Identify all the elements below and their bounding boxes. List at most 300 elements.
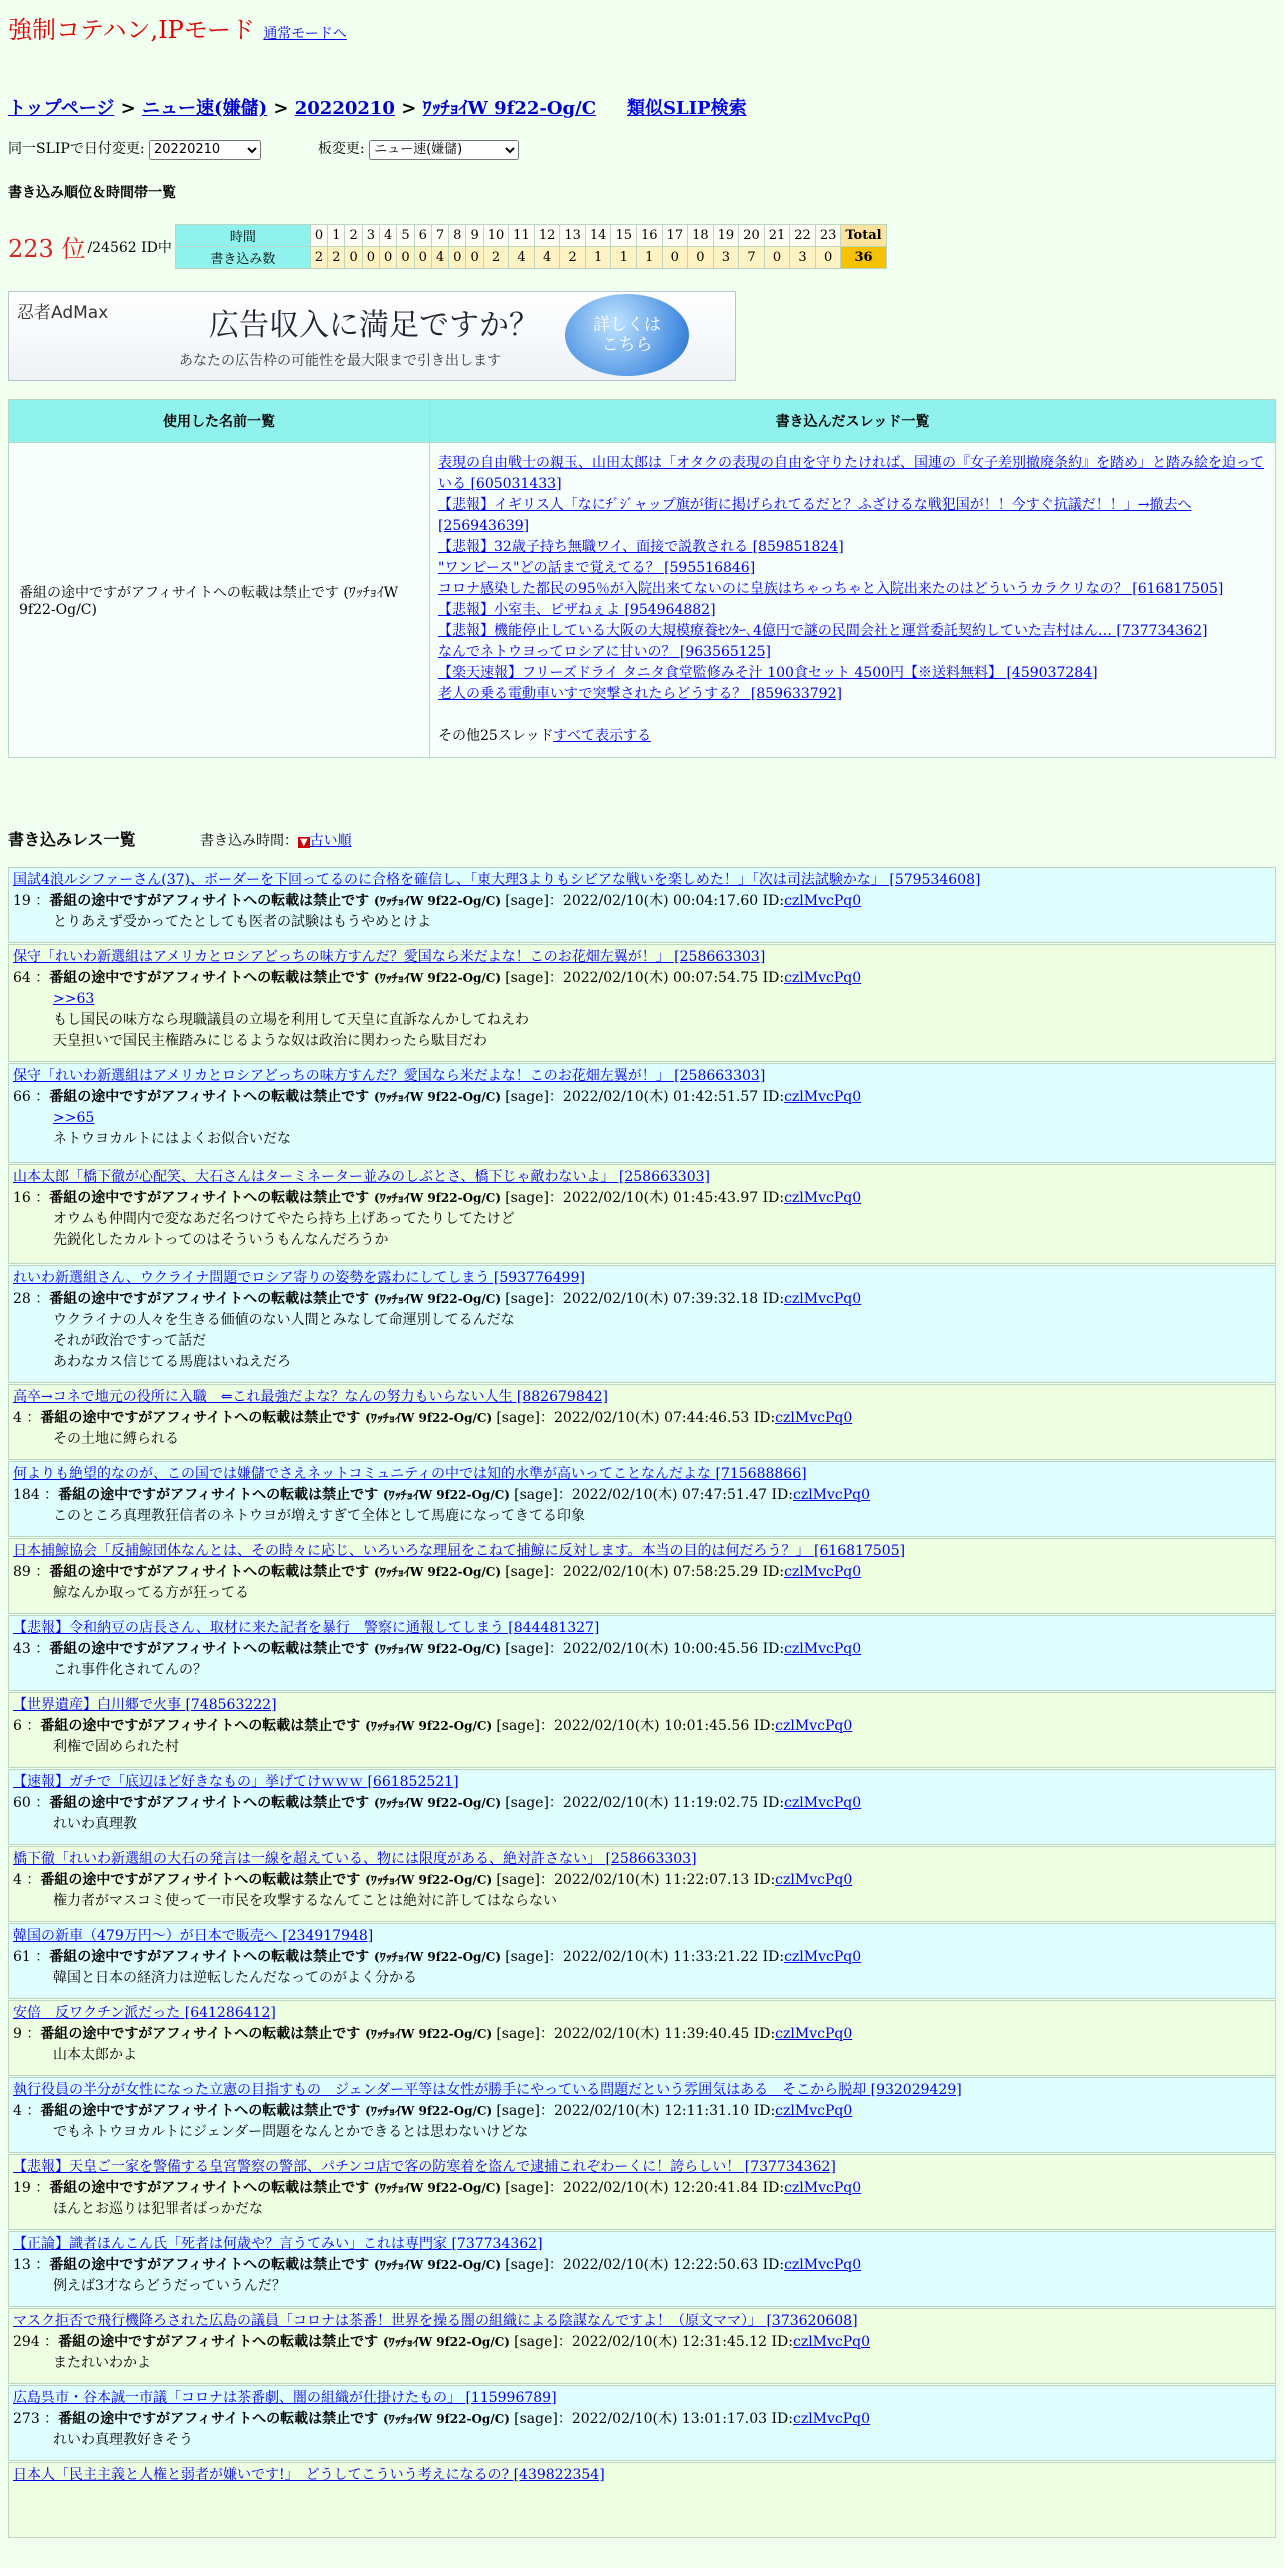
post-date: 2022/02/10(木) 07:58:25.29 xyxy=(562,1564,763,1580)
post-id-link[interactable]: czlMvcPq0 xyxy=(784,970,862,986)
post-meta xyxy=(13,2101,1271,2122)
post-name: 番組の途中ですがアフィサイトへの転載は禁止です xyxy=(49,1089,375,1105)
post-date: 2022/02/10(木) 12:22:50.63 xyxy=(562,2257,763,2273)
breadcrumb xyxy=(8,94,596,120)
post-sage: [sage]： xyxy=(505,1291,563,1307)
post-trip: (ﾜｯﾁｮｲW 9f22-Og/C) xyxy=(374,2258,506,2272)
post-date: 2022/02/10(木) 12:11:31.10 xyxy=(554,2103,754,2119)
post-id-label: ID: xyxy=(753,2103,776,2119)
post-sage: [sage]： xyxy=(505,1089,563,1105)
post-meta xyxy=(13,2409,1271,2430)
post-item xyxy=(8,1384,1276,1460)
post-sage: [sage]： xyxy=(505,1641,563,1657)
count-cell: 0 xyxy=(662,247,688,269)
post-trip: (ﾜｯﾁｮｲW 9f22-Og/C) xyxy=(382,2335,515,2349)
post-item xyxy=(8,1615,1276,1691)
post-meta xyxy=(13,1716,1271,1737)
post-id-label: ID: xyxy=(762,1291,785,1307)
post-list xyxy=(8,867,1276,2539)
breadcrumb-slip[interactable]: ﾜｯﾁｮｲW 9f22-Og/C xyxy=(422,98,597,119)
count-cell: 7 xyxy=(739,247,765,269)
post-thread-link[interactable]: 日本人「民主主義と人権と弱者が嫌いです!」 どうしてこういう考えになるの? [439822354] xyxy=(13,2467,605,2483)
thread-link[interactable]: 【悲報】イギリス人「なにﾁﾞｼﾞャップ旗が街に掲げられてるだと？ふざけるな戦犯国が！！今すぐ抗議だ！！」→撤去へ [256943639] xyxy=(438,497,1192,534)
thread-link[interactable]: 老人の乗る電動車いすで突撃されたらどうする？ [859633792] xyxy=(438,686,842,702)
ad-headline: 広告収入に満足ですか？ xyxy=(209,308,539,343)
hour-cell: 23 xyxy=(815,225,841,247)
post-meta xyxy=(13,1289,1271,1310)
post-thread-link[interactable]: マスク拒否で飛行機降ろされた広島の議員「コロナは茶番！世界を操る闇の組織による陰謀なんですよ！（原文ママ）」 [373620608] xyxy=(13,2313,858,2329)
total-count: 36 xyxy=(841,247,886,269)
post-trip: (ﾜｯﾁｮｲW 9f22-Og/C) xyxy=(374,971,506,985)
post-item xyxy=(8,1692,1276,1768)
post-item xyxy=(8,1265,1276,1383)
count-cell: 0 xyxy=(466,247,483,269)
post-thread-link[interactable]: 山本太郎「橋下徹が心配笑、大石さんはターミネーター並みのしぶとさ、橋下じゃ敵わないよ」 [258663303] xyxy=(13,1169,710,1185)
post-name: 番組の途中ですがアフィサイトへの転載は禁止です xyxy=(49,2180,375,2196)
ad-details-button[interactable]: 詳しくは こちら xyxy=(565,294,689,376)
post-body xyxy=(53,989,1271,1052)
post-name: 番組の途中ですがアフィサイトへの転載は禁止です xyxy=(49,1795,375,1811)
post-sage: [sage]： xyxy=(505,1795,563,1811)
post-id-link[interactable]: czlMvcPq0 xyxy=(784,1291,862,1307)
thread-link[interactable]: 【悲報】機能停止している大阪の大規模療養ｾﾝﾀｰ､4億円で謎の民間会社と運営委託契約していた吉村はん… [737734362] xyxy=(438,623,1208,639)
count-cell: 3 xyxy=(713,247,739,269)
post-name: 番組の途中ですがアフィサイトへの転載は禁止です xyxy=(49,2257,375,2273)
post-meta xyxy=(13,1188,1271,1209)
post-line: ウクライナの人々を生きる価値のない人間とみなして命運別してるんだな xyxy=(53,1312,515,1328)
board-change-label: 板変更: xyxy=(317,141,365,157)
post-body xyxy=(53,2276,1271,2297)
post-number: 60 ： xyxy=(13,1795,50,1811)
breadcrumb-top[interactable]: トップページ xyxy=(8,98,115,119)
post-name: 番組の途中ですがアフィサイトへの転載は禁止です xyxy=(58,2334,383,2350)
post-line: 韓国と日本の経済力は逆転したんだなってのがよく分かる xyxy=(53,1970,417,1986)
post-item xyxy=(8,2231,1276,2307)
post-thread-link[interactable]: 保守「れいわ新選組はアメリカとロシアどっちの味方すんだ？愛国なら米だよな！このお花畑左翼が！」 [258663303] xyxy=(13,1068,766,1084)
post-date: 2022/02/10(木) 01:45:43.97 xyxy=(562,1190,763,1206)
hour-cell: 7 xyxy=(431,225,448,247)
post-thread-link[interactable]: 保守「れいわ新選組はアメリカとロシアどっちの味方すんだ？愛国なら米だよな！このお花畑左翼が！」 [258663303] xyxy=(13,949,766,965)
post-id-label: ID: xyxy=(762,1795,785,1811)
post-id-link[interactable]: czlMvcPq0 xyxy=(784,893,862,909)
post-item xyxy=(8,1769,1276,1845)
post-id-link[interactable]: czlMvcPq0 xyxy=(775,1410,853,1426)
count-label: 書き込み数 xyxy=(175,247,310,269)
date-change-label: 同一SLIPで日付変更: xyxy=(8,141,145,157)
breadcrumb-sep: > xyxy=(273,98,289,119)
post-body xyxy=(53,1968,1271,1989)
post-sage: [sage]： xyxy=(514,2411,572,2427)
post-name: 番組の途中ですがアフィサイトへの転載は禁止です xyxy=(49,1949,375,1965)
post-meta xyxy=(13,2332,1271,2353)
post-thread-link[interactable]: 韓国の新車（479万円～）が日本で販売へ [234917948] xyxy=(13,1928,374,1944)
post-sage: [sage]： xyxy=(505,2180,563,2196)
post-trip: (ﾜｯﾁｮｲW 9f22-Og/C) xyxy=(374,1796,506,1810)
post-trip: (ﾜｯﾁｮｲW 9f22-Og/C) xyxy=(374,1090,506,1104)
post-item xyxy=(8,1538,1276,1614)
post-item xyxy=(8,867,1276,943)
post-body xyxy=(53,2199,1271,2220)
post-name: 番組の途中ですがアフィサイトへの転載は禁止です xyxy=(49,893,375,909)
post-line: 鯨なんか取ってる方が狂ってる xyxy=(53,1585,249,1601)
post-thread-link[interactable]: 何よりも絶望的なのが、この国では嫌儲でさえネットコミュニティの中では知的水準が高いってことなんだよな [715688866] xyxy=(13,1466,807,1482)
breadcrumb-date[interactable]: 20220210 xyxy=(294,98,395,119)
hour-cell: 20 xyxy=(739,225,765,247)
hour-cell: 9 xyxy=(466,225,483,247)
count-cell: 1 xyxy=(585,247,611,269)
post-number: 61 ： xyxy=(13,1949,50,1965)
post-trip: (ﾜｯﾁｮｲW 9f22-Og/C) xyxy=(374,894,506,908)
hour-cell: 4 xyxy=(380,225,397,247)
post-date: 2022/02/10(木) 11:33:21.22 xyxy=(562,1949,763,1965)
post-line: このところ真理教狂信者のネトウヨが増えすぎて全体として馬鹿になってきてる印象 xyxy=(53,1508,585,1524)
board-select[interactable] xyxy=(369,140,519,160)
post-body xyxy=(53,1209,1271,1251)
post-date: 2022/02/10(木) 10:01:45.56 xyxy=(554,1718,754,1734)
post-date: 2022/02/10(木) 12:31:45.12 xyxy=(571,2334,772,2350)
thread-link[interactable]: 【悲報】小室圭、ピザねぇよ [954964882] xyxy=(438,602,716,618)
count-cell: 4 xyxy=(431,247,448,269)
post-name: 番組の途中ですがアフィサイトへの転載は禁止です xyxy=(40,1872,366,1888)
post-sage: [sage]： xyxy=(505,970,563,986)
breadcrumb-board[interactable]: ニュー速(嫌儲) xyxy=(142,98,268,119)
post-id-link[interactable]: czlMvcPq0 xyxy=(784,1564,862,1580)
post-thread-link[interactable]: 日本捕鯨協会「反捕鯨団体なんとは、その時々に応じ、いろいろな理屈をこねて捕鯨に反対します。本当の目的は何だろう？」 [616817505] xyxy=(13,1543,906,1559)
count-cell: 0 xyxy=(414,247,431,269)
post-item xyxy=(8,1846,1276,1922)
post-line: それが政治ですって話だ xyxy=(53,1333,207,1349)
post-date: 2022/02/10(木) 01:42:51.57 xyxy=(562,1089,763,1105)
rank-number: 223 位 xyxy=(8,235,86,263)
date-select[interactable] xyxy=(149,140,261,160)
rank-total: /24562 ID中 xyxy=(87,239,172,256)
post-number: 273 ： xyxy=(13,2411,59,2427)
post-thread-link[interactable]: 執行役員の半分が女性になった立憲の目指すもの ジェンダー平等は女性が勝手にやっている問題だという雰囲気はある そこから脱却 [932029429] xyxy=(13,2082,962,2098)
post-body xyxy=(53,1310,1271,1373)
post-body xyxy=(53,1891,1271,1912)
post-meta xyxy=(13,1793,1271,1814)
count-cell: 0 xyxy=(688,247,714,269)
show-all-link[interactable]: すべて表示する xyxy=(553,728,651,744)
total-header: Total xyxy=(841,225,886,247)
post-id-label: ID: xyxy=(762,893,785,909)
post-sage: [sage]： xyxy=(505,2257,563,2273)
post-line: 山本太郎かよ xyxy=(53,2047,137,2063)
hour-cell: 5 xyxy=(397,225,414,247)
post-id-link[interactable]: czlMvcPq0 xyxy=(775,1872,853,1888)
post-date: 2022/02/10(木) 00:04:17.60 xyxy=(562,893,763,909)
post-meta xyxy=(13,1485,1271,1506)
post-id-link[interactable]: czlMvcPq0 xyxy=(784,1190,862,1206)
count-cell: 0 xyxy=(397,247,414,269)
post-meta xyxy=(13,2178,1271,2199)
post-line: 天皇担いで国民主権踏みにじるような奴は政治に関わったら駄目だわ xyxy=(53,1033,487,1049)
ad-subtext: あなたの広告枠の可能性を最大限まで引き出します xyxy=(179,353,501,369)
hour-cell: 1 xyxy=(328,225,345,247)
post-id-link[interactable]: czlMvcPq0 xyxy=(775,2026,853,2042)
count-cell: 2 xyxy=(310,247,327,269)
posts-header xyxy=(8,827,352,850)
post-id-label: ID: xyxy=(762,970,785,986)
post-line: ネトウヨカルトにはよくお似合いだな xyxy=(53,1131,291,1147)
post-trip: (ﾜｯﾁｮｲW 9f22-Og/C) xyxy=(365,1411,497,1425)
post-number: 294 ： xyxy=(13,2334,59,2350)
hour-cell: 6 xyxy=(414,225,431,247)
post-line: もし国民の味方なら現職議員の立場を利用して天皇に直訴なんかしてねえわ xyxy=(53,1012,529,1028)
post-name: 番組の途中ですがアフィサイトへの転載は禁止です xyxy=(40,1718,366,1734)
site-title: 強制コテハン,IPモード xyxy=(8,16,255,44)
post-id-label: ID: xyxy=(753,2026,776,2042)
post-body xyxy=(53,1814,1271,1835)
post-thread-link[interactable]: 【正論】識者ほんこん氏「死者は何歳や？言うてみい」これは専門家 [737734362] xyxy=(13,2236,543,2252)
post-meta xyxy=(13,1087,1271,1108)
post-name: 番組の途中ですがアフィサイトへの転載は禁止です xyxy=(58,2411,383,2427)
post-meta xyxy=(13,891,1271,912)
post-body xyxy=(53,912,1271,933)
post-id-label: ID: xyxy=(762,2257,785,2273)
hour-cell: 11 xyxy=(509,225,535,247)
post-date: 2022/02/10(木) 07:47:51.47 xyxy=(571,1487,772,1503)
select-row xyxy=(8,138,519,160)
breadcrumb-sep: > xyxy=(120,98,136,119)
post-item xyxy=(8,2385,1276,2461)
thread-link[interactable]: なんでネトウヨってロシアに甘いの？ [963565125] xyxy=(438,644,771,660)
post-trip: (ﾜｯﾁｮｲW 9f22-Og/C) xyxy=(374,1292,506,1306)
post-line: 例えば3才ならどうだっていうんだ？ xyxy=(53,2278,286,2294)
count-cell: 2 xyxy=(328,247,345,269)
thread-link[interactable]: 表現の自由戦士の親玉、山田太郎は「オタクの表現の自由を守りたければ、国連の『女子差別撤廃条約』を踏め」と踏み絵を迫っている [605031433] xyxy=(438,455,1264,492)
post-id-label: ID: xyxy=(762,1564,785,1580)
post-name: 番組の途中ですがアフィサイトへの転載は禁止です xyxy=(49,1190,375,1206)
post-name: 番組の途中ですがアフィサイトへの転載は禁止です xyxy=(58,1487,383,1503)
oldest-first-link[interactable]: 古い順 xyxy=(309,833,352,849)
post-item xyxy=(8,1461,1276,1537)
post-number: 43 ： xyxy=(13,1641,50,1657)
post-line: れいわ真理教 xyxy=(53,1816,137,1832)
post-trip: (ﾜｯﾁｮｲW 9f22-Og/C) xyxy=(374,2181,506,2195)
post-thread-link[interactable]: 高卒→コネで地元の役所に入職 ⇐これ最強だよな？なんの努力もいらない人生 [882679842] xyxy=(13,1389,608,1405)
post-name: 番組の途中ですがアフィサイトへの転載は禁止です xyxy=(40,2103,366,2119)
normal-mode-link[interactable]: 通常モードへ xyxy=(263,26,347,42)
post-id-link[interactable]: czlMvcPq0 xyxy=(784,2257,862,2273)
post-number: 16 ： xyxy=(13,1190,50,1206)
post-id-label: ID: xyxy=(762,2180,785,2196)
post-sage: [sage]： xyxy=(496,1718,555,1734)
post-date: 2022/02/10(木) 00:07:54.75 xyxy=(562,970,763,986)
post-number: 9 ： xyxy=(13,2026,41,2042)
post-body xyxy=(53,1506,1271,1527)
count-cell: 0 xyxy=(449,247,466,269)
ad-logo: 忍者AdMax xyxy=(17,303,109,323)
post-date: 2022/02/10(木) 12:20:41.84 xyxy=(562,2180,763,2196)
post-id-link[interactable]: czlMvcPq0 xyxy=(792,1487,871,1503)
post-id-link[interactable]: czlMvcPq0 xyxy=(784,2180,862,2196)
post-number: 64 ： xyxy=(13,970,50,986)
post-date: 2022/02/10(木) 13:01:17.03 xyxy=(571,2411,772,2427)
post-sage: [sage]： xyxy=(514,1487,572,1503)
post-id-link[interactable]: czlMvcPq0 xyxy=(775,1718,853,1734)
time-order-label: 書き込み時間： xyxy=(199,833,298,849)
post-name: 番組の途中ですがアフィサイトへの転載は禁止です xyxy=(49,970,375,986)
post-line: れいわ真理教好きそう xyxy=(53,2432,193,2448)
thread-link[interactable]: 【楽天速報】フリーズドライ タニタ食堂監修みそ汁 100食セット 4500円【※送料無料】 [459037284] xyxy=(438,665,1098,681)
post-date: 2022/02/10(木) 11:19:02.75 xyxy=(562,1795,763,1811)
post-item xyxy=(8,2000,1276,2076)
thread-link[interactable]: コロナ感染した都民の95％が入院出来てないのに皇族はちゃっちゃと入院出来たのはどういうカラクリなの？ [616817505] xyxy=(438,581,1224,597)
post-number: 4 ： xyxy=(13,1872,41,1888)
post-body xyxy=(53,1737,1271,1758)
post-id-link[interactable]: czlMvcPq0 xyxy=(792,2411,871,2427)
names-threads-table xyxy=(8,399,1276,758)
post-thread-link[interactable]: 【世界遺産】白川郷で火事 [748563222] xyxy=(13,1697,277,1713)
time-label: 時間 xyxy=(175,225,310,247)
post-trip: (ﾜｯﾁｮｲW 9f22-Og/C) xyxy=(382,2412,515,2426)
post-sage: [sage]： xyxy=(496,1410,555,1426)
post-meta xyxy=(13,2024,1271,2045)
post-id-link[interactable]: czlMvcPq0 xyxy=(784,1949,862,1965)
hour-cell: 22 xyxy=(790,225,816,247)
post-name: 番組の途中ですがアフィサイトへの転載は禁止です xyxy=(40,1410,366,1426)
post-item xyxy=(8,2308,1276,2384)
count-cell: 3 xyxy=(790,247,816,269)
post-trip: (ﾜｯﾁｮｲW 9f22-Og/C) xyxy=(365,2104,497,2118)
post-thread-link[interactable]: 広島呉市・谷本誠一市議「コロナは茶番劇、闇の組織が仕掛けたもの」 [115996789] xyxy=(13,2390,557,2406)
count-cell: 4 xyxy=(509,247,535,269)
post-sage: [sage]： xyxy=(505,1190,563,1206)
post-id-label: ID: xyxy=(771,1487,793,1503)
post-thread-link[interactable]: 橋下徹「れいわ新選組の大石の発言は一線を超えている、物には限度がある、絶対許さない」 [258663303] xyxy=(13,1851,697,1867)
post-id-link[interactable]: czlMvcPq0 xyxy=(792,2334,871,2350)
count-cell: 0 xyxy=(380,247,397,269)
post-meta xyxy=(13,968,1271,989)
post-sage: [sage]： xyxy=(496,2026,555,2042)
post-item xyxy=(8,2077,1276,2153)
count-cell: 2 xyxy=(483,247,509,269)
post-item xyxy=(8,1923,1276,1999)
more-threads-count: その他25スレッド xyxy=(438,728,554,744)
post-thread-link[interactable]: 【悲報】令和納豆の店長さん、取材に来た記者を暴行 警察に通報してしまう [844481327] xyxy=(13,1620,600,1636)
post-number: 66 ： xyxy=(13,1089,50,1105)
hour-cell: 19 xyxy=(713,225,739,247)
post-line: でもネトウヨカルトにジェンダー問題をなんとかできるとは思わないけどな xyxy=(53,2124,529,2140)
post-line: またれいわかよ xyxy=(53,2355,151,2371)
hour-cell: 10 xyxy=(483,225,509,247)
post-body xyxy=(53,2122,1271,2143)
hour-cell: 15 xyxy=(611,225,637,247)
post-line: 権力者がマスコミ使って一市民を攻撃するなんてことは絶対に許してはならない xyxy=(53,1893,557,1909)
post-body xyxy=(53,1583,1271,1604)
post-meta xyxy=(13,1870,1271,1891)
post-id-label: ID: xyxy=(771,2411,793,2427)
post-id-label: ID: xyxy=(753,1410,776,1426)
hourly-table xyxy=(175,224,887,269)
post-trip: (ﾜｯﾁｮｲW 9f22-Og/C) xyxy=(365,1873,497,1887)
post-id-link[interactable]: czlMvcPq0 xyxy=(784,1641,862,1657)
count-cell: 0 xyxy=(815,247,841,269)
post-id-label: ID: xyxy=(753,1718,776,1734)
post-id-link[interactable]: czlMvcPq0 xyxy=(775,2103,853,2119)
post-line: あわなカス信じてる馬鹿はいねえだろ xyxy=(53,1354,291,1370)
count-cell: 1 xyxy=(637,247,663,269)
hour-cell: 8 xyxy=(449,225,466,247)
post-line: ほんとお巡りは犯罪者ばっかだな xyxy=(53,2201,263,2217)
post-item xyxy=(8,2462,1276,2538)
posts-title: 書き込みレス一覧 xyxy=(8,830,136,849)
post-thread-link[interactable]: 【悲報】天皇ご一家を警備する皇宮警察の警部、パチンコ店で客の防寒着を盗んで逮捕これぞわーくに！誇らしい！ [737734362] xyxy=(13,2159,836,2175)
post-meta xyxy=(13,2255,1271,2276)
post-meta xyxy=(13,1562,1271,1583)
post-date: 2022/02/10(木) 07:39:32.18 xyxy=(562,1291,763,1307)
post-meta xyxy=(13,1639,1271,1660)
post-line: その土地に縛られる xyxy=(53,1431,179,1447)
post-id-label: ID: xyxy=(762,1190,785,1206)
hour-cell: 0 xyxy=(310,225,327,247)
page-header xyxy=(8,10,347,45)
post-id-label: ID: xyxy=(753,1872,776,1888)
count-cell: 2 xyxy=(560,247,586,269)
post-number: 19 ： xyxy=(13,893,50,909)
post-date: 2022/02/10(木) 10:00:45.56 xyxy=(562,1641,763,1657)
post-trip: (ﾜｯﾁｮｲW 9f22-Og/C) xyxy=(374,1950,506,1964)
post-number: 13 ： xyxy=(13,2257,50,2273)
post-date: 2022/02/10(木) 07:44:46.53 xyxy=(554,1410,754,1426)
sort-down-icon: ▼ xyxy=(299,837,308,848)
ad-banner[interactable] xyxy=(8,291,736,381)
more-threads xyxy=(438,726,1267,747)
post-line: 利権で固められた村 xyxy=(53,1739,179,1755)
hour-cell: 13 xyxy=(560,225,586,247)
post-item xyxy=(8,944,1276,1062)
post-trip: (ﾜｯﾁｮｲW 9f22-Og/C) xyxy=(382,1488,515,1502)
thread-link[interactable]: 【悲報】32歳子持ち無職ワイ、面接で説教される [859851824] xyxy=(438,539,844,555)
count-cell: 4 xyxy=(534,247,560,269)
post-item xyxy=(8,2154,1276,2230)
post-sage: [sage]： xyxy=(505,893,563,909)
post-id-link[interactable]: czlMvcPq0 xyxy=(784,1795,862,1811)
post-body xyxy=(53,2353,1271,2374)
reply-anchor-link[interactable]: >>63 xyxy=(53,991,95,1007)
hour-cell: 2 xyxy=(345,225,362,247)
count-cell: 1 xyxy=(611,247,637,269)
hour-cell: 21 xyxy=(764,225,790,247)
post-trip: (ﾜｯﾁｮｲW 9f22-Og/C) xyxy=(374,1191,506,1205)
post-id-link[interactable]: czlMvcPq0 xyxy=(784,1089,862,1105)
post-meta xyxy=(13,1947,1271,1968)
names-column-header: 使用した名前一覧 xyxy=(9,400,430,443)
post-sage: [sage]： xyxy=(496,1872,555,1888)
post-thread-link[interactable]: れいわ新選組さん、ウクライナ問題でロシア寄りの姿勢を露わにしてしまう [593776499] xyxy=(13,1270,585,1286)
threads-column-header: 書き込んだスレッド一覧 xyxy=(430,400,1276,443)
post-sage: [sage]： xyxy=(514,2334,572,2350)
similar-slip-link[interactable]: 類似SLIP検索 xyxy=(627,98,747,119)
post-thread-link[interactable]: 【速報】ガチで「底辺ほど好きなもの」挙げてけｗｗｗ [661852521] xyxy=(13,1774,459,1790)
post-meta xyxy=(13,1408,1271,1429)
post-trip: (ﾜｯﾁｮｲW 9f22-Og/C) xyxy=(374,1565,506,1579)
post-trip: (ﾜｯﾁｮｲW 9f22-Og/C) xyxy=(365,1719,497,1733)
reply-anchor-link[interactable]: >>65 xyxy=(53,1110,95,1126)
count-cell: 0 xyxy=(345,247,362,269)
post-thread-link[interactable]: 安倍 反ワクチン派だった [641286412] xyxy=(13,2005,276,2021)
post-number: 28 ： xyxy=(13,1291,50,1307)
post-trip: (ﾜｯﾁｮｲW 9f22-Og/C) xyxy=(374,1642,506,1656)
post-thread-link[interactable]: 国試4浪ルシファーさん(37)、ボーダーを下回ってるのに合格を確信し、「東大理3よりもシビアな戦いを楽しめた！」「次は司法試験かな」 [579534608] xyxy=(13,872,981,888)
post-item xyxy=(8,1164,1276,1264)
thread-link[interactable]: "ワンピース"どの話まで覚えてる？ [595516846] xyxy=(438,560,756,576)
ranking-area xyxy=(8,224,887,269)
post-date: 2022/02/10(木) 11:39:40.45 xyxy=(554,2026,754,2042)
used-name: 番組の途中ですがアフィサイトへの転載は禁止です (ﾜｯﾁｮｲW 9f22-Og/C) xyxy=(9,443,430,758)
post-number: 4 ： xyxy=(13,2103,41,2119)
